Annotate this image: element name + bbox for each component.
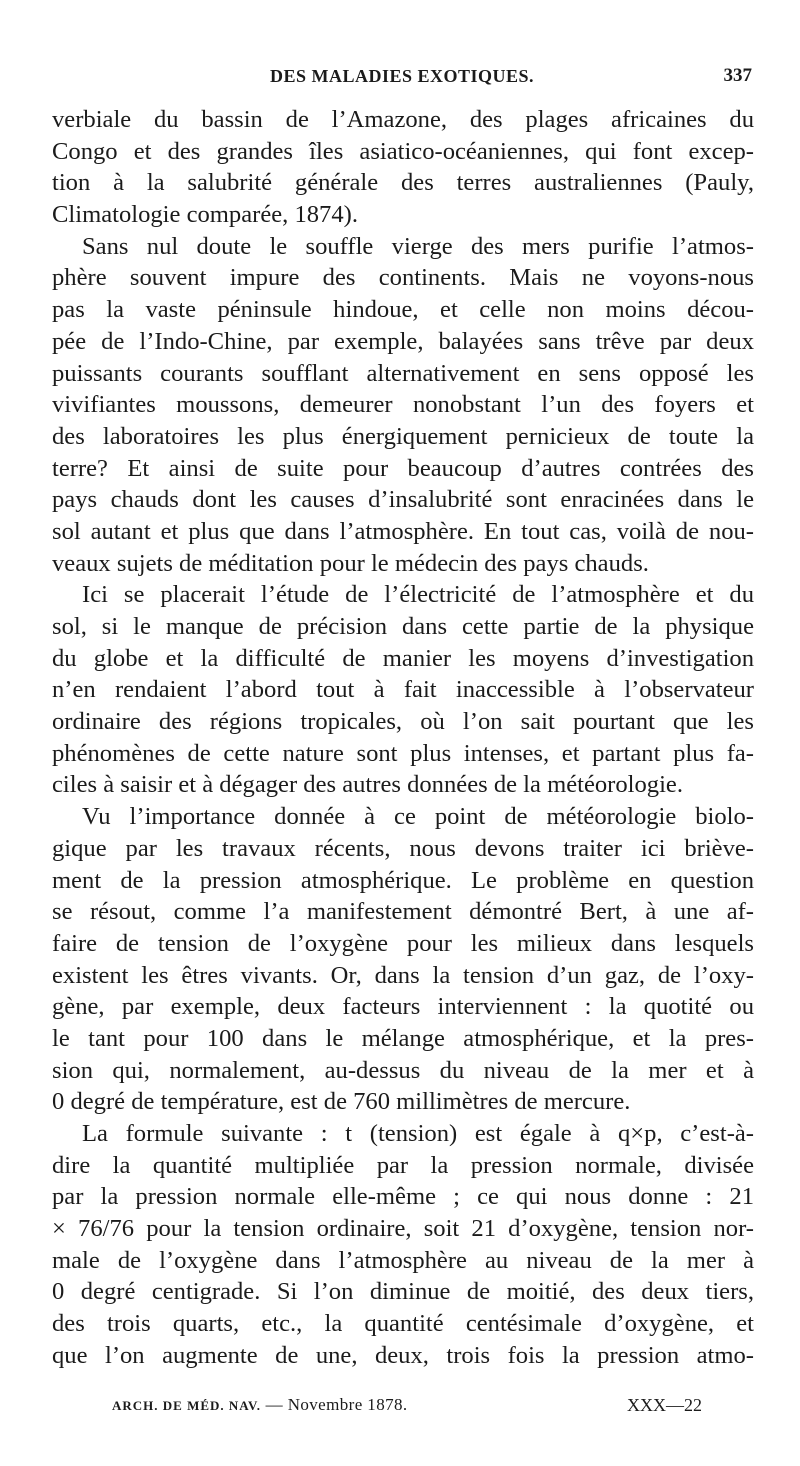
text-line: puissants courants soufflant alternativement en sens opposé les [52,359,754,387]
text-line: existent les êtres vivants. Or, dans la tension d’un gaz, de l’oxy- [52,961,754,989]
text-line: gique par les travaux récents, nous devons traiter ici briève- [52,834,754,862]
signature-mark: XXX—22 [627,1395,702,1415]
text-line: veaux sujets de méditation pour le médecin des pays chauds. [52,549,649,577]
text-line: sion qui, normalement, au-dessus du niveau de la mer et à [52,1056,754,1084]
text-line: que l’on augmente de une, deux, trois fois la pression atmo- [52,1341,754,1369]
page-number: 337 [723,65,752,86]
footer-citation [112,1395,408,1415]
running-title: DES MALADIES EXOTIQUES. [269,66,535,86]
text-line: male de l’oxygène dans l’atmosphère au niveau de la mer à [52,1246,754,1274]
text-line: ment de la pression atmosphérique. Le problème en question [52,866,754,894]
text-line: le tant pour 100 dans le mélange atmosphérique, et la pres- [52,1024,754,1052]
text-line: ciles à saisir et à dégager des autres données de la météorologie. [52,771,683,799]
text-line: Sans nul doute le souffle vierge des mers purifie l’atmos- [82,232,754,260]
text-line: Ici se placerait l’étude de l’électricité de l’atmosphère et du [82,581,754,609]
text-line: phénomènes de cette nature sont plus intenses, et partant plus fa- [52,739,754,767]
text-line: se résout, comme l’a manifestement démontré Bert, à une af- [52,898,754,926]
text-line: du globe et la difficulté de manier les moyens d’investigation [52,644,754,672]
text-line: dire la quantité multipliée par la pression normale, divisée [52,1151,754,1179]
text-line: vivifiantes moussons, demeurer nonobstant l’un des foyers et [52,391,754,419]
text-line: Congo et des grandes îles asiatico-océaniennes, qui font excep- [52,137,754,165]
text-line: terre? Et ainsi de suite pour beaucoup d’autres contrées des [52,454,754,482]
text-line: × 76/76 pour la tension ordinaire, soit 21 d’oxygène, tension nor- [52,1215,754,1243]
text-line: ordinaire des régions tropicales, où l’on sait pourtant que les [52,708,754,736]
journal-abbreviation: ARCH. DE MÉD. NAV. [112,1398,261,1413]
text-line: pas la vaste péninsule hindoue, et celle non moins décou- [52,296,754,324]
text-line: gène, par exemple, deux facteurs interviennent : la quotité ou [52,993,754,1021]
text-line: phère souvent impure des continents. Mais ne voyons-nous [52,264,754,292]
page-header [52,62,752,92]
text-line: Climatologie comparée, 1874). [52,201,358,229]
text-line: des trois quarts, etc., la quantité centésimale d’oxygène, et [52,1310,754,1338]
text-line: 0 degré centigrade. Si l’on diminue de moitié, des deux tiers, [52,1278,754,1306]
text-line: tion à la salubrité générale des terres australiennes (Pauly, [52,169,754,197]
text-line: La formule suivante : t (tension) est égale à q×p, c’est-à- [82,1120,754,1147]
page-footer [112,1395,702,1419]
text-line: n’en rendaient l’abord tout à fait inaccessible à l’observateur [52,676,754,704]
text-line: faire de tension de l’oxygène pour les milieux dans lesquels [52,929,754,957]
text-line: verbiale du bassin de l’Amazone, des plages africaines du [52,106,754,133]
text-line: par la pression normale elle-même ; ce qui nous donne : 21 [52,1183,754,1211]
text-line: pays chauds dont les causes d’insalubrité sont enracinées dans le [52,486,754,514]
text-line: 0 degré de température, est de 760 millimètres de mercure. [52,1088,631,1116]
body-text [52,104,754,1372]
text-line: Vu l’importance donnée à ce point de météorologie biolo- [82,803,754,831]
text-line: pée de l’Indo-Chine, par exemple, balayées sans trêve par deux [52,327,754,355]
text-line: des laboratoires les plus énergiquement pernicieux de toute la [52,422,754,450]
issue-date: — Novembre 1878. [265,1395,408,1414]
text-line: sol autant et plus que dans l’atmosphère. En tout cas, voilà de nou- [52,517,754,545]
text-line: sol, si le manque de précision dans cette partie de la physique [52,613,754,640]
